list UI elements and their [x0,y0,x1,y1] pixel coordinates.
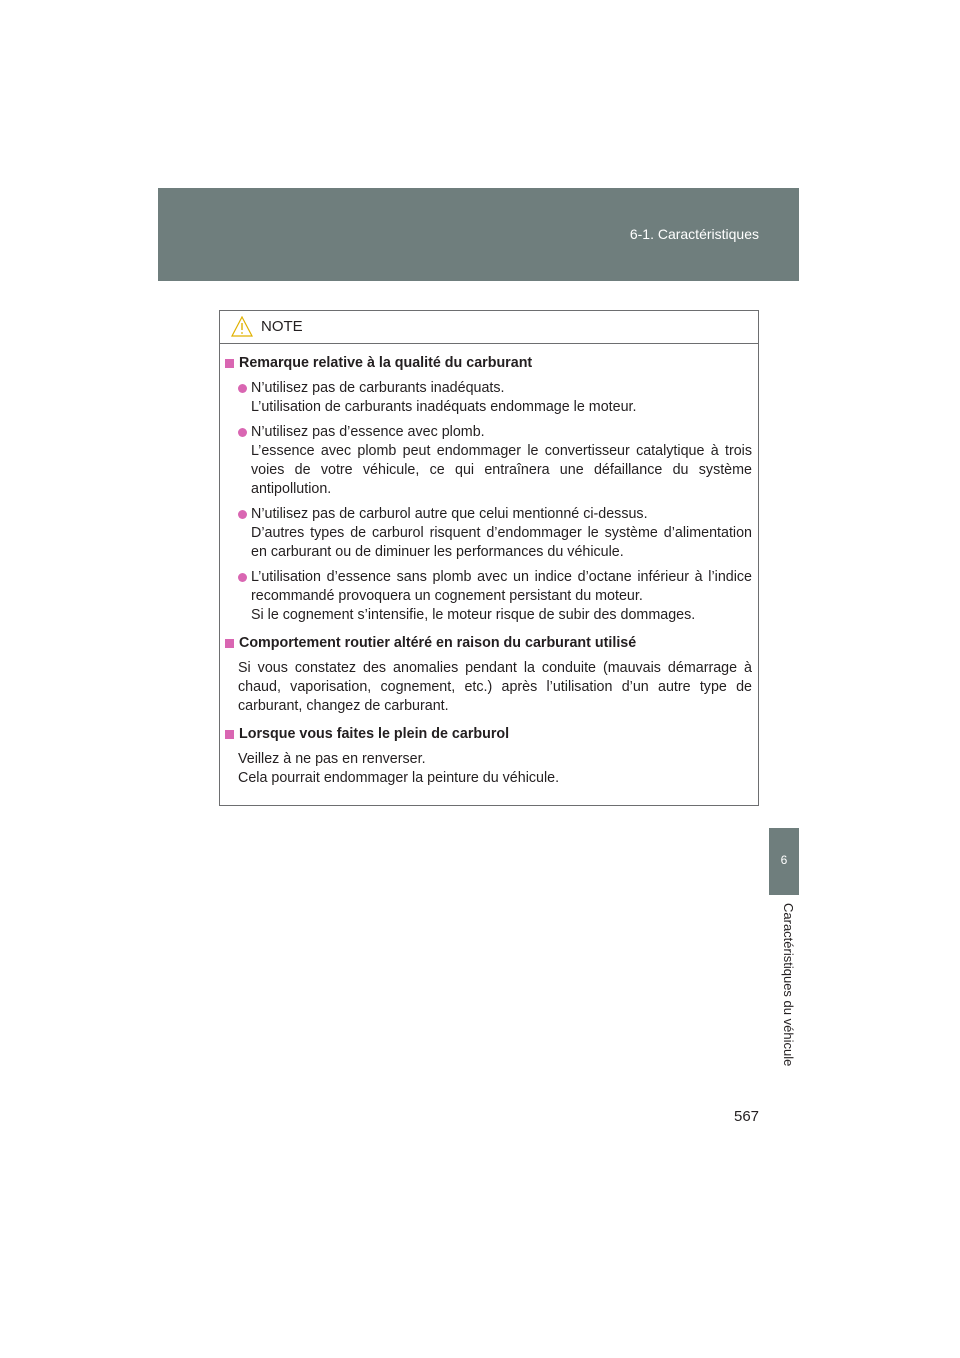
chapter-number: 6 [780,853,788,867]
section-heading: Lorsque vous faites le plein de carburol [225,725,752,744]
list-item: N’utilisez pas de carburol autre que celui mentionné ci-dessus. D’autres types de carburol risquent d’endommager le système d’alimentation en carburant ou de diminuer les performances du véhicule. [225,505,752,562]
circle-bullet-icon [238,384,247,393]
section-heading: Comportement routier altéré en raison du carburant utilisé [225,634,752,653]
square-bullet-icon [225,639,234,648]
note-header [220,311,758,344]
page-number: 567 [734,1108,760,1125]
chapter-tab [769,828,799,895]
section-paragraph: Veillez à ne pas en renverser. Cela pourrait endommager la peinture du véhicule. [238,751,560,786]
note-box [219,310,759,806]
section-heading: Remarque relative à la qualité du carburant [225,354,752,373]
note-title: NOTE [261,318,303,335]
circle-bullet-icon [238,510,247,519]
square-bullet-icon [225,730,234,739]
circle-bullet-icon [238,428,247,437]
list-item: N’utilisez pas de carburants inadéquats. L’utilisation de carburants inadéquats endommage le moteur. [225,379,752,417]
square-bullet-icon [225,359,234,368]
warning-triangle-icon [231,316,253,337]
section-title: 6-1. Caractéristiques [629,226,759,242]
note-body [220,344,758,788]
chapter-label: Caractéristiques du véhicule [781,903,796,1067]
list-item: N’utilisez pas d’essence avec plomb. L’essence avec plomb peut endommager le convertisseur catalytique à trois voies de votre véhicule, ce qui entraînera une défaillance du système antipollution. [225,423,752,499]
header-band [158,188,799,281]
section-paragraph: Si vous constatez des anomalies pendant la conduite (mauvais démarrage à chaud, vaporisation, cognement, etc.) après l’utilisation d’un autre type de carburant, changez de carburant. [238,660,752,714]
circle-bullet-icon [238,573,247,582]
list-item: L’utilisation d’essence sans plomb avec un indice d’octane inférieur à l’indice recommandé provoquera un cognement persistant du moteur. Si le cognement s’intensifie, le moteur risque de subir des dommages. [225,568,752,625]
